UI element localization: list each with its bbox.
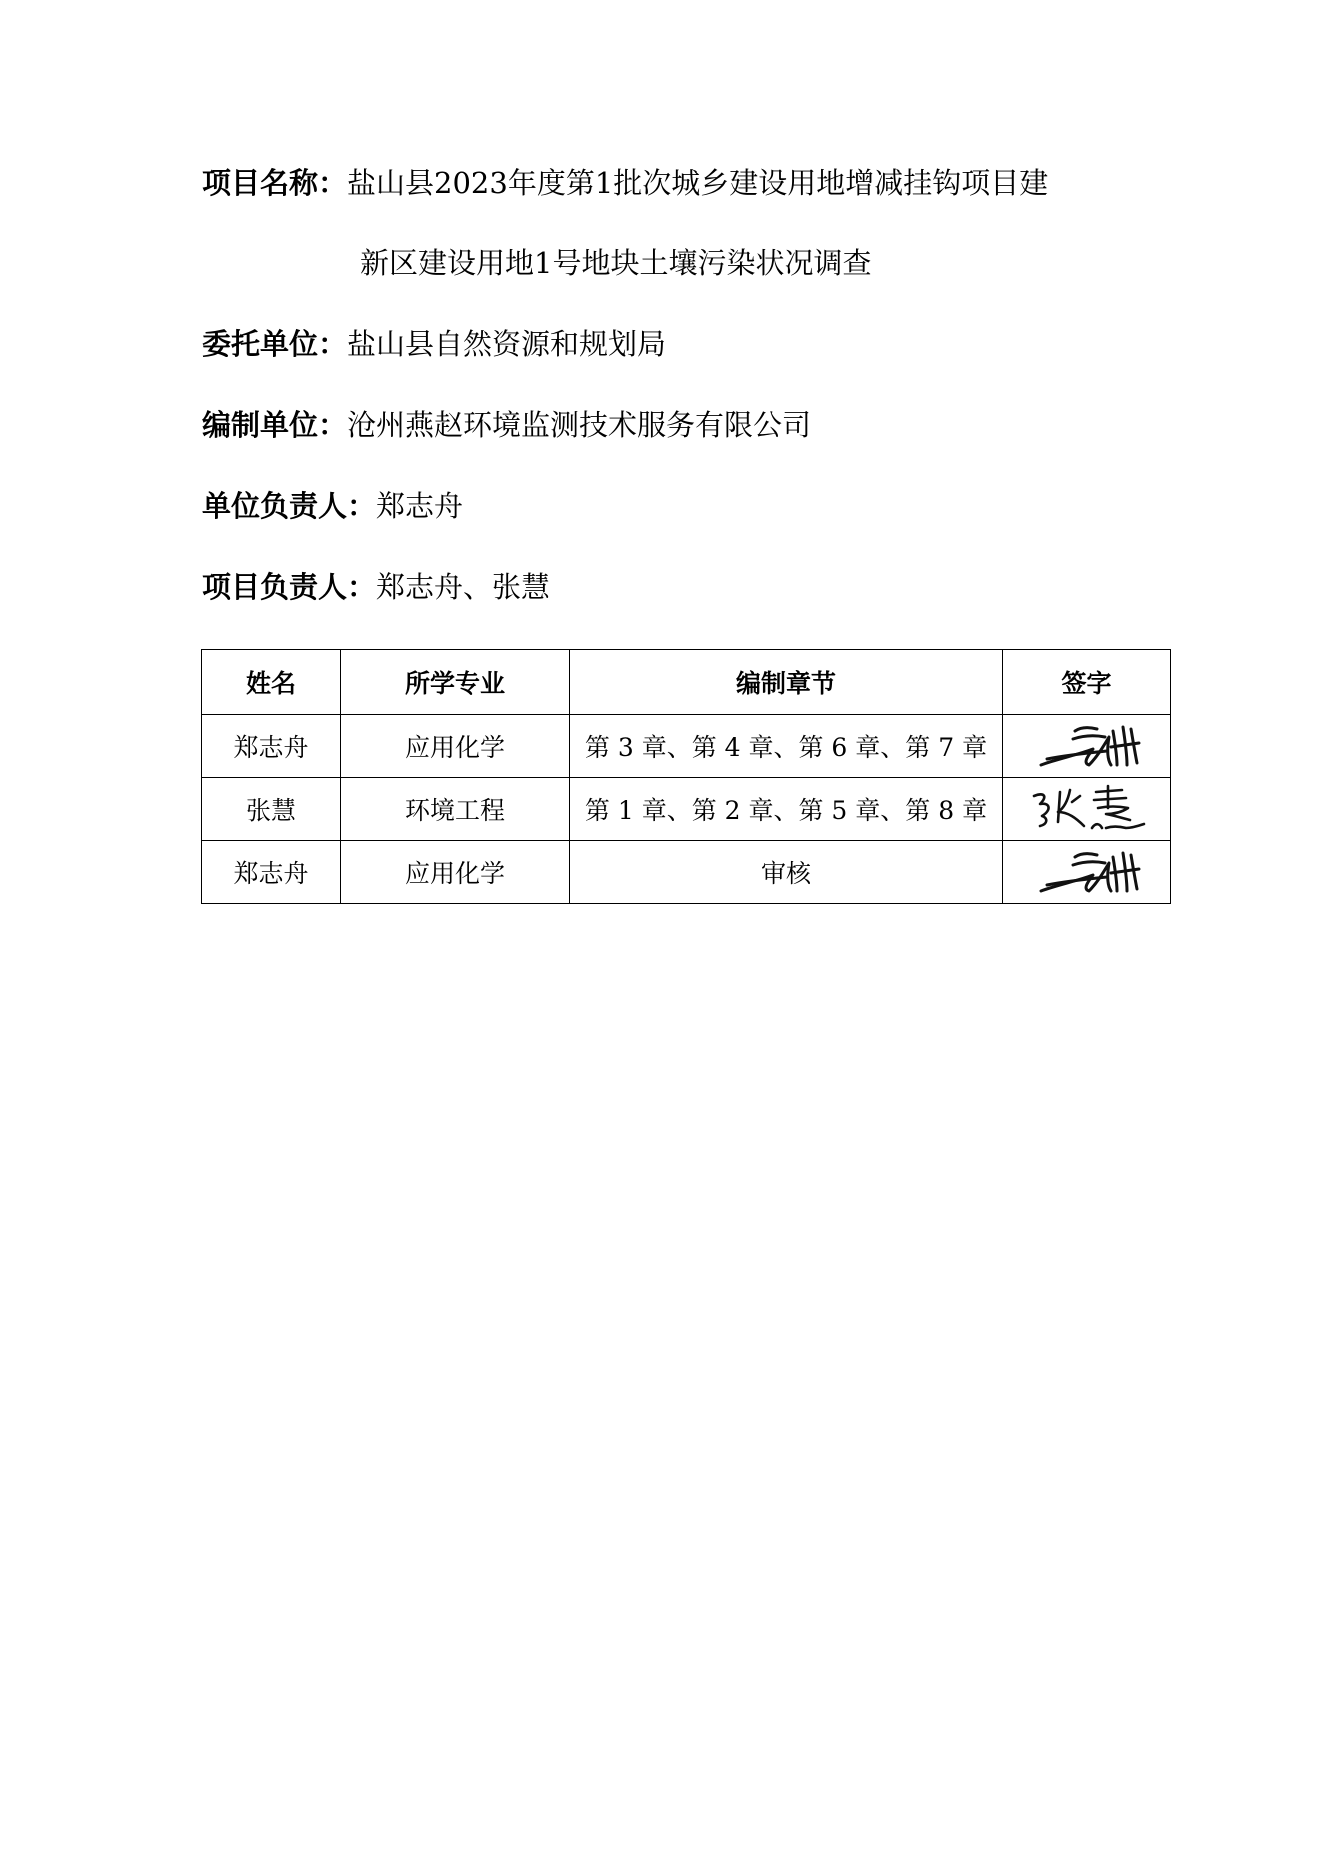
- cell-major: 应用化学: [341, 841, 570, 904]
- client-value: 盐山县自然资源和规划局: [347, 327, 667, 361]
- cell-chapters: 第 3 章、第 4 章、第 6 章、第 7 章: [570, 715, 1003, 778]
- cell-name: 张慧: [202, 778, 341, 841]
- cell-major: 环境工程: [341, 778, 570, 841]
- table-row: [202, 715, 1171, 778]
- cell-name: 郑志舟: [202, 841, 341, 904]
- table-header-row: [202, 650, 1171, 715]
- cell-signature: [1003, 841, 1171, 904]
- project-name-line: [202, 163, 1048, 203]
- signature-zheng: [1027, 719, 1147, 773]
- unit-head-value: 郑志舟: [376, 489, 464, 523]
- table-row: [202, 841, 1171, 904]
- cell-name: 郑志舟: [202, 715, 341, 778]
- unit-head-line: [202, 486, 463, 526]
- header-chapters: 编制章节: [570, 650, 1003, 715]
- table-row: [202, 778, 1171, 841]
- signature-zhang: [1022, 782, 1152, 836]
- header-name: 姓名: [202, 650, 341, 715]
- header-signature: 签字: [1003, 650, 1171, 715]
- compiler-value: 沧州燕赵环境监测技术服务有限公司: [347, 408, 812, 442]
- staff-table: [201, 649, 1171, 904]
- project-name-label: 项目名称：: [202, 166, 348, 200]
- client-label: 委托单位：: [202, 327, 348, 361]
- cell-chapters: 审核: [570, 841, 1003, 904]
- project-head-value: 郑志舟、张慧: [376, 570, 551, 604]
- compiler-label: 编制单位：: [202, 408, 348, 442]
- cell-major: 应用化学: [341, 715, 570, 778]
- project-name-continuation: 新区建设用地1号地块土壤污染状况调查: [360, 246, 872, 280]
- signature-zheng: [1027, 845, 1147, 899]
- cell-chapters: 第 1 章、第 2 章、第 5 章、第 8 章: [570, 778, 1003, 841]
- cell-signature: [1003, 715, 1171, 778]
- header-major: 所学专业: [341, 650, 570, 715]
- compiler-line: [202, 405, 811, 445]
- cell-signature: [1003, 778, 1171, 841]
- unit-head-label: 单位负责人：: [202, 489, 377, 523]
- project-head-label: 项目负责人：: [202, 570, 377, 604]
- project-head-line: [202, 567, 550, 607]
- client-line: [202, 324, 666, 364]
- project-name-value: 盐山县2023年度第1批次城乡建设用地增减挂钩项目建: [347, 166, 1049, 200]
